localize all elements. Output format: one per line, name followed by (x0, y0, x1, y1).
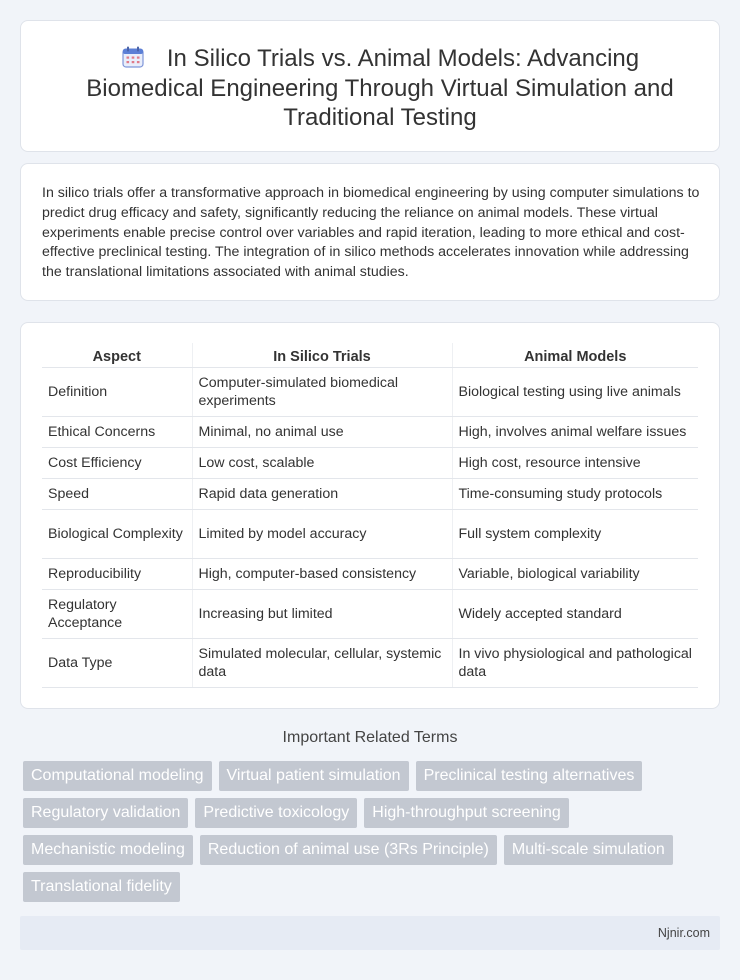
table-row (42, 638, 698, 687)
row-aspect: Biological Complexity (42, 509, 192, 558)
row-aspect: Definition (42, 367, 192, 416)
header-in-silico: In Silico Trials (192, 343, 452, 367)
row-aspect: Regulatory Acceptance (42, 589, 192, 638)
row-in-silico: Computer-simulated biomedical experiments (192, 367, 452, 416)
header-aspect: Aspect (42, 343, 192, 367)
row-animal: Variable, biological variability (452, 558, 698, 589)
calendar-icon (121, 45, 145, 69)
intro-paragraph: In silico trials offer a transformative approach in biomedical engineering by using computer simulations to predict drug efficacy and safety, significantly reducing the reliance on animal models. These virtual experiments enable precise control over variables and rapid iteration, leading to more ethical and cost-effective preclinical testing. The integration of in silico methods accelerates innovation while addressing the translational limitations associated with animal studies. (42, 185, 700, 281)
related-term-tag[interactable]: Virtual patient simulation (219, 761, 409, 791)
intro-card (20, 163, 720, 301)
related-terms-heading: Important Related Terms (282, 729, 458, 746)
related-term-tag[interactable]: High-throughput screening (364, 798, 569, 828)
row-animal: Biological testing using live animals (452, 367, 698, 416)
row-aspect: Cost Efficiency (42, 447, 192, 478)
row-animal: Widely accepted standard (452, 589, 698, 638)
related-term-tag[interactable]: Predictive toxicology (195, 798, 357, 828)
table-row (42, 558, 698, 589)
row-in-silico: Increasing but limited (192, 589, 452, 638)
row-in-silico: Simulated molecular, cellular, systemic data (192, 638, 452, 687)
page-title (61, 44, 699, 133)
table-row (42, 367, 698, 416)
title-card (20, 20, 720, 152)
comparison-table (42, 343, 698, 688)
row-in-silico: Rapid data generation (192, 478, 452, 509)
row-animal: In vivo physiological and pathological data (452, 638, 698, 687)
related-terms (23, 761, 703, 909)
page-title-text: In Silico Trials vs. Animal Models: Advancing Biomedical Engineering Through Virtual Simulation and Traditional Testing (86, 45, 674, 131)
header-animal-models: Animal Models (452, 343, 698, 367)
row-animal: High, involves animal welfare issues (452, 416, 698, 447)
row-animal: Full system complexity (452, 509, 698, 558)
row-aspect: Ethical Concerns (42, 416, 192, 447)
tag-row (23, 872, 703, 902)
table-row (42, 416, 698, 447)
comparison-card (20, 322, 720, 709)
row-aspect: Data Type (42, 638, 192, 687)
row-in-silico: Minimal, no animal use (192, 416, 452, 447)
row-aspect: Speed (42, 478, 192, 509)
row-animal: Time-consuming study protocols (452, 478, 698, 509)
row-animal: High cost, resource intensive (452, 447, 698, 478)
related-term-tag[interactable]: Multi-scale simulation (504, 835, 673, 865)
tag-row (23, 835, 703, 865)
table-row (42, 478, 698, 509)
related-term-tag[interactable]: Reduction of animal use (3Rs Principle) (200, 835, 497, 865)
row-aspect: Reproducibility (42, 558, 192, 589)
related-term-tag[interactable]: Computational modeling (23, 761, 212, 791)
tag-row (23, 761, 703, 791)
related-term-tag[interactable]: Preclinical testing alternatives (416, 761, 643, 791)
table-row (42, 589, 698, 638)
footer (20, 916, 720, 950)
footer-site-link[interactable]: Njnir.com (657, 926, 710, 940)
row-in-silico: Low cost, scalable (192, 447, 452, 478)
row-in-silico: Limited by model accuracy (192, 509, 452, 558)
related-term-tag[interactable]: Translational fidelity (23, 872, 180, 902)
related-term-tag[interactable]: Regulatory validation (23, 798, 188, 828)
row-in-silico: High, computer-based consistency (192, 558, 452, 589)
table-row (42, 509, 698, 558)
tag-row (23, 798, 703, 828)
table-row (42, 447, 698, 478)
table-header-row (42, 343, 698, 367)
related-term-tag[interactable]: Mechanistic modeling (23, 835, 193, 865)
